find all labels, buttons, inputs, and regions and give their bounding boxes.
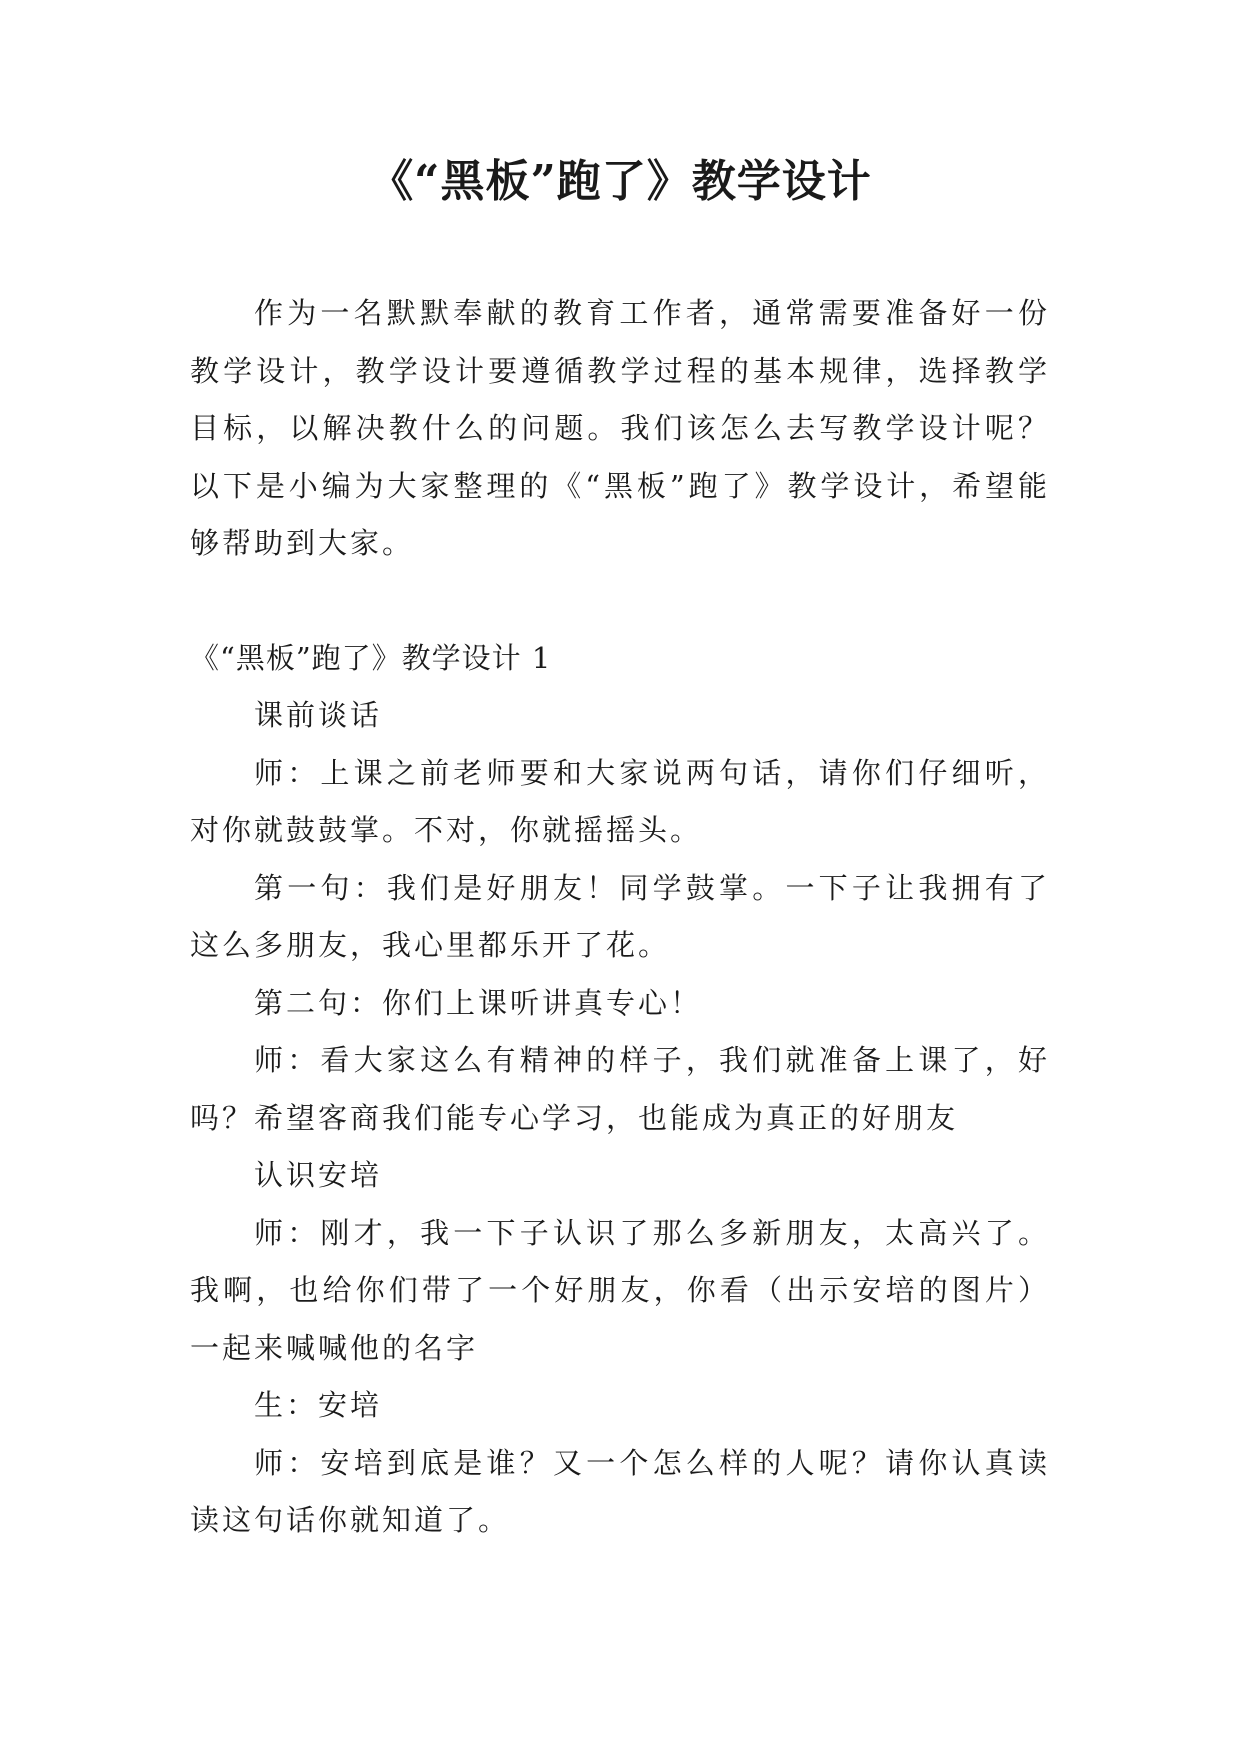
body-paragraph: 第一句：我们是好朋友！同学鼓掌。一下子让我拥有了这么多朋友，我心里都乐开了花。	[190, 870, 1050, 962]
document-body	[190, 285, 1050, 1550]
body-paragraph: 生：安培	[254, 1388, 383, 1422]
body-paragraph: 师：刚才，我一下子认识了那么多新朋友，太高兴了。我啊，也给你们带了一个好朋友，你看（出示安培的图片）一起来喊喊他的名字	[190, 1215, 1050, 1365]
body-paragraph: 师：安培到底是谁？又一个怎么样的人呢？请你认真读读这句话你就知道了。	[190, 1445, 1050, 1537]
body-paragraph: 师：看大家这么有精神的样子，我们就准备上课了，好吗？希望客商我们能专心学习，也能成为真正的好朋友	[190, 1043, 1050, 1135]
section-heading: 《“黑板”跑了》教学设计 1	[190, 640, 552, 675]
subheading-meet-ampere: 认识安培	[254, 1158, 383, 1192]
subheading-pre-class-talk: 课前谈话	[254, 698, 383, 732]
document-title: 《“黑板”跑了》教学设计	[369, 156, 872, 207]
body-paragraph: 第二句：你们上课听讲真专心！	[254, 985, 703, 1020]
intro-paragraph: 作为一名默默奉献的教育工作者，通常需要准备好一份教学设计，教学设计要遵循教学过程的基本规律，选择教学目标，以解决教什么的问题。我们该怎么去写教学设计呢？以下是小编为大家整理的《“黑板”跑了》教学设计，希望能够帮助到大家。	[190, 296, 1050, 560]
body-paragraph: 师：上课之前老师要和大家说两句话，请你们仔细听，对你就鼓鼓掌。不对，你就摇摇头。	[190, 755, 1050, 847]
